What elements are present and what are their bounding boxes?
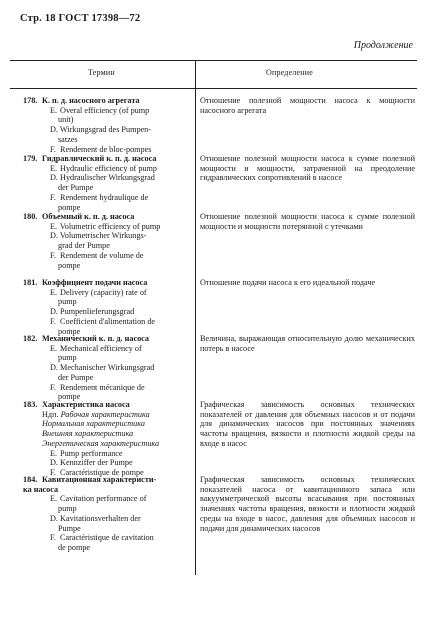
definition-178: Отношение полезной мощности насоса к мощности насосного агрегата [200, 96, 415, 115]
term-english: E. Cavitation performance of pump [50, 494, 147, 514]
term-entry-180 [23, 212, 193, 270]
term-english: E. Pump performance [50, 448, 123, 458]
term-german: D. Volumetrischer Wirkungs- grad der Pumpe [50, 231, 147, 251]
continuation-label: Продолжение [353, 40, 413, 51]
definition-182: Величина, выражающая относительную долю механических потерь в насосе [200, 334, 415, 353]
deprecated-synonym: Энергетическая характеристика [42, 438, 160, 448]
term-german: D. Pumpenlieferungsgrad [50, 307, 135, 317]
term-english: E. Mechanical efficiency of pump [50, 343, 142, 363]
term-entry-178 [23, 96, 193, 154]
term-english: E. Hydraulic efficiency of pump [50, 163, 157, 173]
entry-number: 184. [23, 475, 38, 484]
entry-number: 179. [23, 154, 38, 163]
definition-184: Графическая зависимость основных технических показателей насоса от кавитационного запаса или вакуумметрической высоты всасывания при постоянных значениях частоты вращения, вязкости и плотности жидкой среды на входе в насос, давления для объемных насосов и подачи для динамических насосов [200, 475, 415, 533]
term-name: К. п. д. насосного агрегата [42, 96, 140, 105]
table-header-rule [10, 88, 417, 89]
table-top-rule [10, 60, 417, 61]
term-french: F. Rendement de bloc-pompes [50, 144, 152, 154]
term-french: F. Caractéristique de cavitation de pompe [50, 533, 154, 552]
term-french: F. Rendement de volume de pompe [50, 250, 144, 270]
term-french: F. Rendement mécanique de pompe [50, 382, 145, 402]
deprecated-synonym: Внешняя характеристика [42, 429, 134, 439]
term-name: Гидравлический к. п. д. насоса [42, 154, 157, 163]
entry-number: 180. [23, 212, 38, 221]
entry-number: 182. [23, 334, 38, 343]
column-divider [195, 60, 196, 575]
term-name: Характеристика насоса [42, 400, 130, 409]
term-name-continuation: ка насоса [23, 484, 59, 494]
term-entry-181 [23, 278, 193, 336]
term-name: Кавитационная характеристи- [42, 475, 157, 484]
column-header-term: Термин [88, 68, 115, 77]
deprecated-synonym: Ндп. Рабочая характеристика [42, 409, 150, 419]
page-header: Стр. 18 ГОСТ 17398—72 [20, 13, 141, 24]
term-name: Объемный к. п. д. насоса [42, 212, 135, 221]
term-english: E. Volumetric efficiency of pump [50, 221, 161, 231]
term-name: Механический к. п. д. насоса [42, 334, 150, 343]
term-french: F. Rendement hydraulique de pompe [50, 192, 149, 212]
term-entry-184 [23, 475, 193, 553]
definition-179: Отношение полезной мощности насоса к сумме полезной мощности и мощности, затраченной на преодоление гидравлических сопротивлений в насосе [200, 154, 415, 183]
definition-183: Графическая зависимость основных технических показателей от давления для объемных насосов и от подачи для динамических насосов при постоянных значениях частоты вращения, вязкости и плотности жидкой среды на входе в насос [200, 400, 415, 448]
term-german: D. Wirkungsgrad des Pumpen- satzes [50, 125, 151, 144]
entry-number: 183. [23, 400, 38, 409]
term-german: D. Hydraulischer Wirkungsgrad der Pumpe [50, 173, 155, 193]
entry-number: 181. [23, 278, 38, 287]
term-english: E. Overal efficiency (of pump unit) [50, 105, 150, 125]
term-german: D. Kennziffer der Pumpe [50, 458, 133, 468]
term-english: E. Delivery (capacity) rate of pump [50, 287, 147, 307]
term-entry-182 [23, 334, 193, 402]
term-french: F. Caractéristique de pompe [50, 467, 144, 477]
term-french: F. Coefficient d'alimentation de pompe [50, 316, 156, 336]
column-header-definition: Определение [266, 68, 313, 77]
definition-181: Отношение подачи насоса к его идеальной подаче [200, 278, 376, 287]
entry-number: 178. [23, 96, 38, 105]
term-name: Коэффициент подачи насоса [42, 278, 148, 287]
term-german: D. Mechanischer Wirkungsgrad der Pumpe [50, 363, 155, 382]
term-entry-183 [23, 400, 193, 478]
definition-180: Отношение полезной мощности насоса к сумме полезной мощности и мощности потерянной с утечками [200, 212, 415, 231]
term-entry-179 [23, 154, 193, 212]
term-german: D. Kavitationsverhalten der Pumpe [50, 513, 141, 533]
deprecated-synonym: Нормальная характеристика [42, 419, 145, 429]
